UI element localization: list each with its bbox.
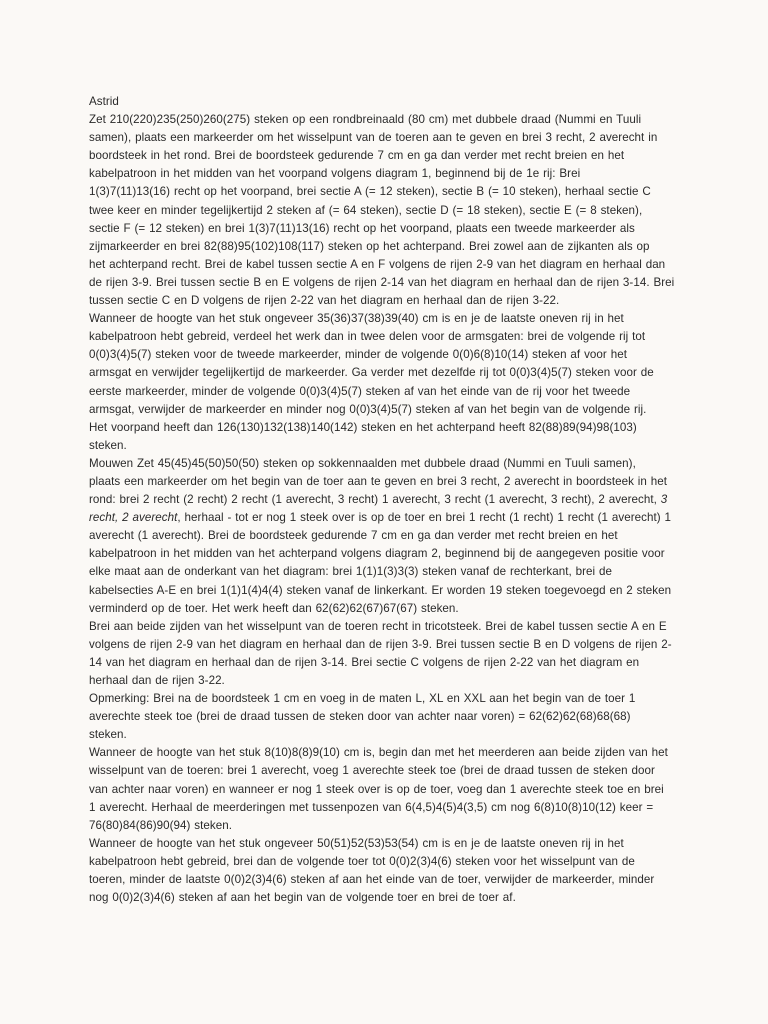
text-line: wisselpunt van de toeren: brei 1 averecht, voeg 1 averechte steek toe (brei de draad tussen de steken door	[89, 764, 655, 778]
text-line: zijmarkeerder en brei 82(88)95(102)108(117) steken op het achterpand. Brei zowel aan de zijkanten als op	[89, 239, 650, 253]
text-line: armsgat, verwijder de markeerder en minder nog 0(0)3(4)5(7) steken af van het begin van de volgende rij.	[89, 402, 647, 416]
text-line: toeren, minder de laatste 0(0)2(3)4(6) steken af aan het einde van de toer, verwijder de markeerder, minder	[89, 873, 655, 887]
text-line: Brei aan beide zijden van het wisselpunt van de toeren recht in tricotsteek. Brei de kabel tussen sectie A en E	[89, 619, 667, 633]
text-line: samen), plaats een markeerder om het wisselpunt van de toeren aan te geven en brei 3 recht, 2 averecht in	[89, 131, 658, 145]
text-line-mixed	[89, 509, 688, 527]
text-line: Wanneer de hoogte van het stuk ongeveer 35(36)37(38)39(40) cm is en je de laatste oneven rij in het	[89, 312, 624, 326]
italic-segment: 3	[660, 493, 668, 507]
text-line: volgens de rijen 2-9 van het diagram en herhaal dan de rijen 3-9. Brei tussen sectie B en D volgens de rijen 2-	[89, 637, 672, 651]
text-line: armsgat en verwijder tegelijkertijd de markeerder. Ga verder met dezelfde rij tot 0(0)3(4)5(7) steken voor de	[89, 366, 654, 380]
text-line: sectie F (= 12 steken) en brei 1(3)7(11)13(16) recht op het voorpand, plaats een tweede markeerder als	[89, 221, 635, 235]
text-line: boordsteek in het rond. Brei de boordsteek gedurende 7 cm en ga dan verder met recht breien en het	[89, 149, 625, 163]
text-line: 76(80)84(86)90(94) steken.	[89, 818, 233, 832]
text-line: plaats een markeerder om het begin van de toer aan te geven en brei 3 recht, 2 averecht in boordsteek in het	[89, 474, 668, 488]
text-line: kabelpatroon hebt gebreid, verdeel het werk dan in twee delen voor de armsgaten: brei de volgende rij tot	[89, 330, 646, 344]
text-line: 1(3)7(11)13(16) recht op het voorpand, brei sectie A (= 12 steken), sectie B (= 10 steken), herhaal sectie C	[89, 185, 651, 199]
text-line: Opmerking: Brei na de boordsteek 1 cm en voeg in de maten L, XL en XXL aan het begin van de toer 1	[89, 692, 636, 706]
text-line-mixed	[89, 491, 688, 509]
text-line: het achterpand recht. Brei de kabel tussen sectie A en F volgens de rijen 2-9 van het diagram en herhaal dan	[89, 257, 666, 271]
text-line: averecht (1 averecht). Brei de boordsteek gedurende 7 cm en ga dan verder met recht breien en het	[89, 529, 618, 543]
text-line: kabelpatroon in het midden van het voorpand volgens diagram 1, beginnend bij de 1e rij: Brei	[89, 167, 581, 181]
text-line: elke maat aan de onderkant van het diagram: brei 1(1)1(3)3(3) steken vanaf de rechterkant, brei de	[89, 565, 613, 579]
text-line: herhaal dan de rijen 3-22.	[89, 674, 225, 687]
text-line: steken.	[89, 728, 127, 742]
text-line: kabelsecties A-E en brei 1(1)1(4)4(4) steken vanaf de linkerkant. Er worden 19 steken toegevoegd en 2 steken	[89, 583, 672, 597]
text-line: Het voorpand heeft dan 126(130)132(138)140(142) steken en het achterpand heeft 82(88)89(94)98(103)	[89, 420, 637, 434]
text-line: tussen sectie C en D volgens de rijen 2-22 van het diagram en herhaal dan de rijen 3-22.	[89, 294, 560, 308]
text-line: van achter naar voren) en wanneer er nog 1 steek over is op de toer, voeg dan 1 averechte steek toe en brei	[89, 782, 664, 796]
italic-segment: recht, 2 averecht	[89, 511, 178, 525]
text-segment: rond: brei 2 recht (2 recht) 2 recht (1 averecht, 3 recht) 1 averecht, 3 recht (1 averecht, 3 recht), 2 averecht,	[89, 493, 661, 507]
text-line: 14 van het diagram en herhaal dan de rijen 3-14. Brei sectie C volgens de rijen 2-22 van het diagram en	[89, 655, 640, 669]
text-line: Wanneer de hoogte van het stuk ongeveer 50(51)52(53)53(54) cm is en je de laatste oneven rij in het	[89, 836, 624, 850]
text-segment: , herhaal - tot er nog 1 steek over is op de toer en brei 1 recht (1 recht) 1 recht (1 averecht) 1	[177, 511, 672, 525]
text-line: de rijen 3-9. Brei tussen sectie B en E volgens de rijen 2-14 van het diagram en herhaal dan de rijen 3-14. Brei	[89, 275, 675, 289]
text-line: Wanneer de hoogte van het stuk 8(10)8(8)9(10) cm is, begin dan met het meerderen aan beide zijden van het	[89, 746, 668, 760]
text-line: twee keer en minder tegelijkertijd 2 steken af (= 64 steken), sectie D (= 18 steken), sectie E (= 8 steken),	[89, 203, 643, 217]
text-line: Mouwen Zet 45(45)45(50)50(50) steken op sokkennaalden met dubbele draad (Nummi en Tuuli samen),	[89, 456, 636, 470]
text-line: averechte steek toe (brei de draad tussen de steken door van achter naar voren) = 62(62)62(68)68(68)	[89, 710, 631, 724]
text-line: eerste markeerder, minder de volgende 0(0)3(4)5(7) steken af van het einde van de rij voor het tweede	[89, 384, 631, 398]
text-line: Zet 210(220)235(250)260(275) steken op een rondbreinaald (80 cm) met dubbele draad (Nummi en Tuuli	[89, 113, 642, 127]
text-line: steken.	[89, 438, 127, 452]
text-line: kabelpatroon in het midden van het achterpand volgens diagram 2, beginnend bij de aangegeven positie voor	[89, 547, 665, 561]
text-line: 0(0)3(4)5(7) steken voor de tweede markeerder, minder de volgende 0(0)6(8)10(14) steken af voor het	[89, 348, 627, 362]
text-line: nog 0(0)2(3)4(6) steken af aan het begin van de volgende toer en brei de toer af.	[89, 891, 516, 905]
text-line: 1 averecht. Herhaal de meerderingen met tussenpozen van 6(4,5)4(5)4(3,5) cm nog 6(8)10(8)10(12) keer =	[89, 800, 654, 814]
text-line: kabelpatroon hebt gebreid, brei dan de volgende toer tot 0(0)2(3)4(6) steken voor het wisselpunt van de	[89, 854, 635, 868]
document-title: Astrid	[89, 95, 119, 108]
text-line: verminderd op de toer. Het werk heeft dan 62(62)62(67)67(67) steken.	[89, 601, 459, 615]
